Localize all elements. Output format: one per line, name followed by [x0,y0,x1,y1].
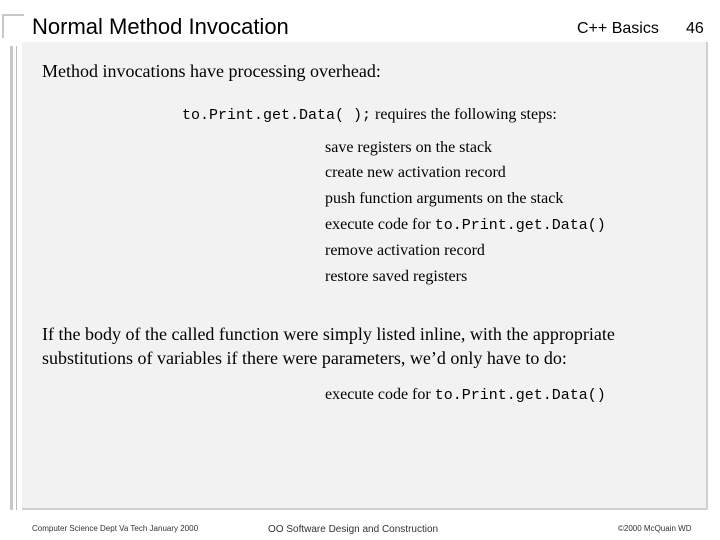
step-1: save registers on the stack [325,139,493,156]
footer-left: Computer Science Dept Va Tech January 2000 [32,524,199,533]
corner-decoration [2,14,24,38]
call-text: requires the following steps: [375,106,557,123]
footer-right: ©2000 McQuain WD [618,524,692,533]
call-line [182,106,557,124]
bottom-border-rule [22,508,708,510]
slide-title: Normal Method Invocation [32,14,289,39]
step-3: push function arguments on the stack [325,190,564,207]
slide-topic: C++ Basics [577,20,659,37]
inline-paragraph-line-2: substitutions of variables if there were parameters, we’d only have to do: [42,348,567,368]
step-4-code: to.Print.get.Data() [434,217,606,234]
call-code: to.Print.get.Data( ); [182,107,372,124]
step-6: restore saved registers [325,268,468,285]
step-5: remove activation record [325,242,485,259]
step-4-text: execute code for [325,216,431,233]
inline-step-code: to.Print.get.Data() [434,387,606,404]
step-4 [325,216,606,234]
left-inner-rule [16,46,17,510]
intro-text: Method invocations have processing overhead: [42,61,381,81]
page-number: 46 [686,20,704,37]
right-border-rule [706,42,708,510]
inline-paragraph-line-1: If the body of the called function were simply listed inline, with the appropriate [42,324,615,344]
footer-center: OO Software Design and Construction [268,524,439,535]
left-border-rule [10,46,13,510]
step-2: create new activation record [325,164,506,181]
inline-step-text: execute code for [325,386,431,403]
inline-step [325,386,606,404]
